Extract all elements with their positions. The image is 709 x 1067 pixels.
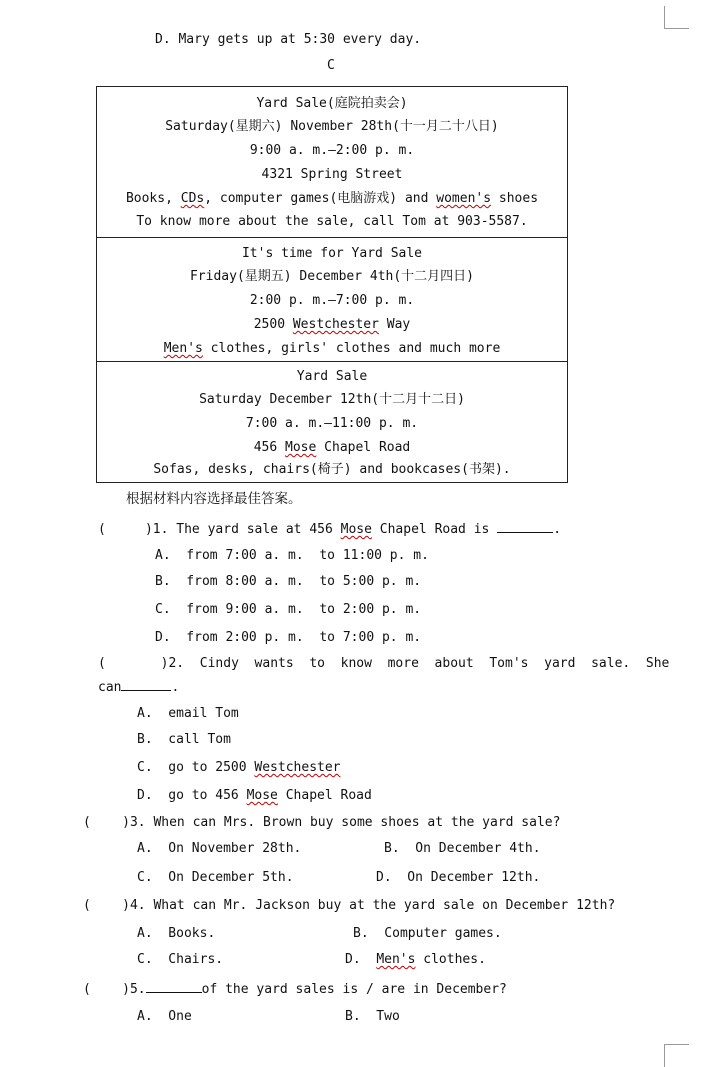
answer-blank-1[interactable]: ( ) xyxy=(98,522,153,537)
question-4-stem: ( )4. What can Mr. Jackson buy at the yard sale on December 12th? xyxy=(83,898,616,913)
ad2-title: It's time for Yard Sale xyxy=(241,246,422,261)
previous-option-d: D. Mary gets up at 5:30 every day. xyxy=(155,32,422,47)
q4-option-d[interactable]: D. Men's clothes. xyxy=(345,952,486,967)
q2-option-d[interactable]: D. go to 456 Mose Chapel Road xyxy=(137,788,372,803)
q3-option-a[interactable]: A. On November 28th. xyxy=(137,841,302,856)
ad1-title: Yard Sale(庭院拍卖会) xyxy=(256,96,408,111)
q4-option-a[interactable]: A. Books. xyxy=(137,926,216,941)
ad3-address: 456 Mose Chapel Road xyxy=(253,440,411,455)
q4-option-c[interactable]: C. Chairs. xyxy=(137,952,224,967)
ad2-time: 2:00 p. m.—7:00 p. m. xyxy=(249,293,415,308)
q3-option-b[interactable]: B. On December 4th. xyxy=(384,841,541,856)
answer-blank-3[interactable]: ( ) xyxy=(83,815,130,830)
q5-option-b[interactable]: B. Two xyxy=(345,1009,400,1024)
q4-option-b[interactable]: B. Computer games. xyxy=(353,926,502,941)
question-1-stem: ( )1. The yard sale at 456 Mose Chapel Road is . xyxy=(98,522,562,537)
q3-option-d[interactable]: D. On December 12th. xyxy=(376,870,541,885)
question-2-stem-line1: ( )2. Cindy wants to know more about Tom's yard sale. She xyxy=(98,656,670,671)
ad3-date: Saturday December 12th(十二月十二日) xyxy=(199,392,465,407)
ad1-address: 4321 Spring Street xyxy=(261,167,403,182)
q1-option-c[interactable]: C. from 9:00 a. m. to 2:00 p. m. xyxy=(155,602,422,617)
answer-blank-2[interactable]: ( ) xyxy=(98,656,169,671)
question-5-stem: ( )5. of the yard sales is / are in December? xyxy=(83,982,507,997)
answer-blank-4[interactable]: ( ) xyxy=(83,898,130,913)
yard-sale-ads-table xyxy=(96,86,568,483)
ad1-items: Books, CDs, computer games(电脑游戏) and women's shoes xyxy=(125,191,539,206)
q2-option-b[interactable]: B. call Tom xyxy=(137,732,231,747)
section-label: C xyxy=(327,58,335,73)
q2-option-c[interactable]: C. go to 2500 Westchester xyxy=(137,760,341,775)
ad-yard-sale-december-4 xyxy=(97,238,567,362)
q2-option-a[interactable]: A. email Tom xyxy=(137,706,239,721)
ad-yard-sale-december-12 xyxy=(97,362,567,483)
ad3-time: 7:00 a. m.—11:00 p. m. xyxy=(245,416,419,431)
ad2-address: 2500 Westchester Way xyxy=(253,317,411,332)
q3-option-c[interactable]: C. On December 5th. xyxy=(137,870,294,885)
ad3-title: Yard Sale xyxy=(296,369,368,384)
answer-blank-5[interactable]: ( ) xyxy=(83,982,130,997)
q1-option-a[interactable]: A. from 7:00 a. m. to 11:00 p. m. xyxy=(155,548,429,563)
question-2-stem-line2: can . xyxy=(98,680,180,695)
ad-yard-sale-november xyxy=(97,87,567,238)
q1-option-b[interactable]: B. from 8:00 a. m. to 5:00 p. m. xyxy=(155,574,422,589)
ad3-items: Sofas, desks, chairs(椅子) and bookcases(书架). xyxy=(153,462,511,477)
question-3-stem: ( )3. When can Mrs. Brown buy some shoes at the yard sale? xyxy=(83,815,561,830)
ad2-date: Friday(星期五) December 4th(十二月四日) xyxy=(189,269,475,284)
ad1-contact: To know more about the sale, call Tom at 903-5587. xyxy=(136,214,528,229)
ad1-date: Saturday(星期六) November 28th(十一月二十八日) xyxy=(165,119,499,134)
page-corner-mark-bottom xyxy=(664,1044,689,1067)
q1-option-d[interactable]: D. from 2:00 p. m. to 7:00 p. m. xyxy=(155,630,422,645)
ad2-items: Men's clothes, girls' clothes and much more xyxy=(163,341,501,356)
ad1-time: 9:00 a. m.—2:00 p. m. xyxy=(249,143,415,158)
q5-option-a[interactable]: A. One xyxy=(137,1009,192,1024)
instruction: 根据材料内容选择最佳答案。 xyxy=(126,491,302,507)
page-corner-mark-top xyxy=(664,6,689,29)
